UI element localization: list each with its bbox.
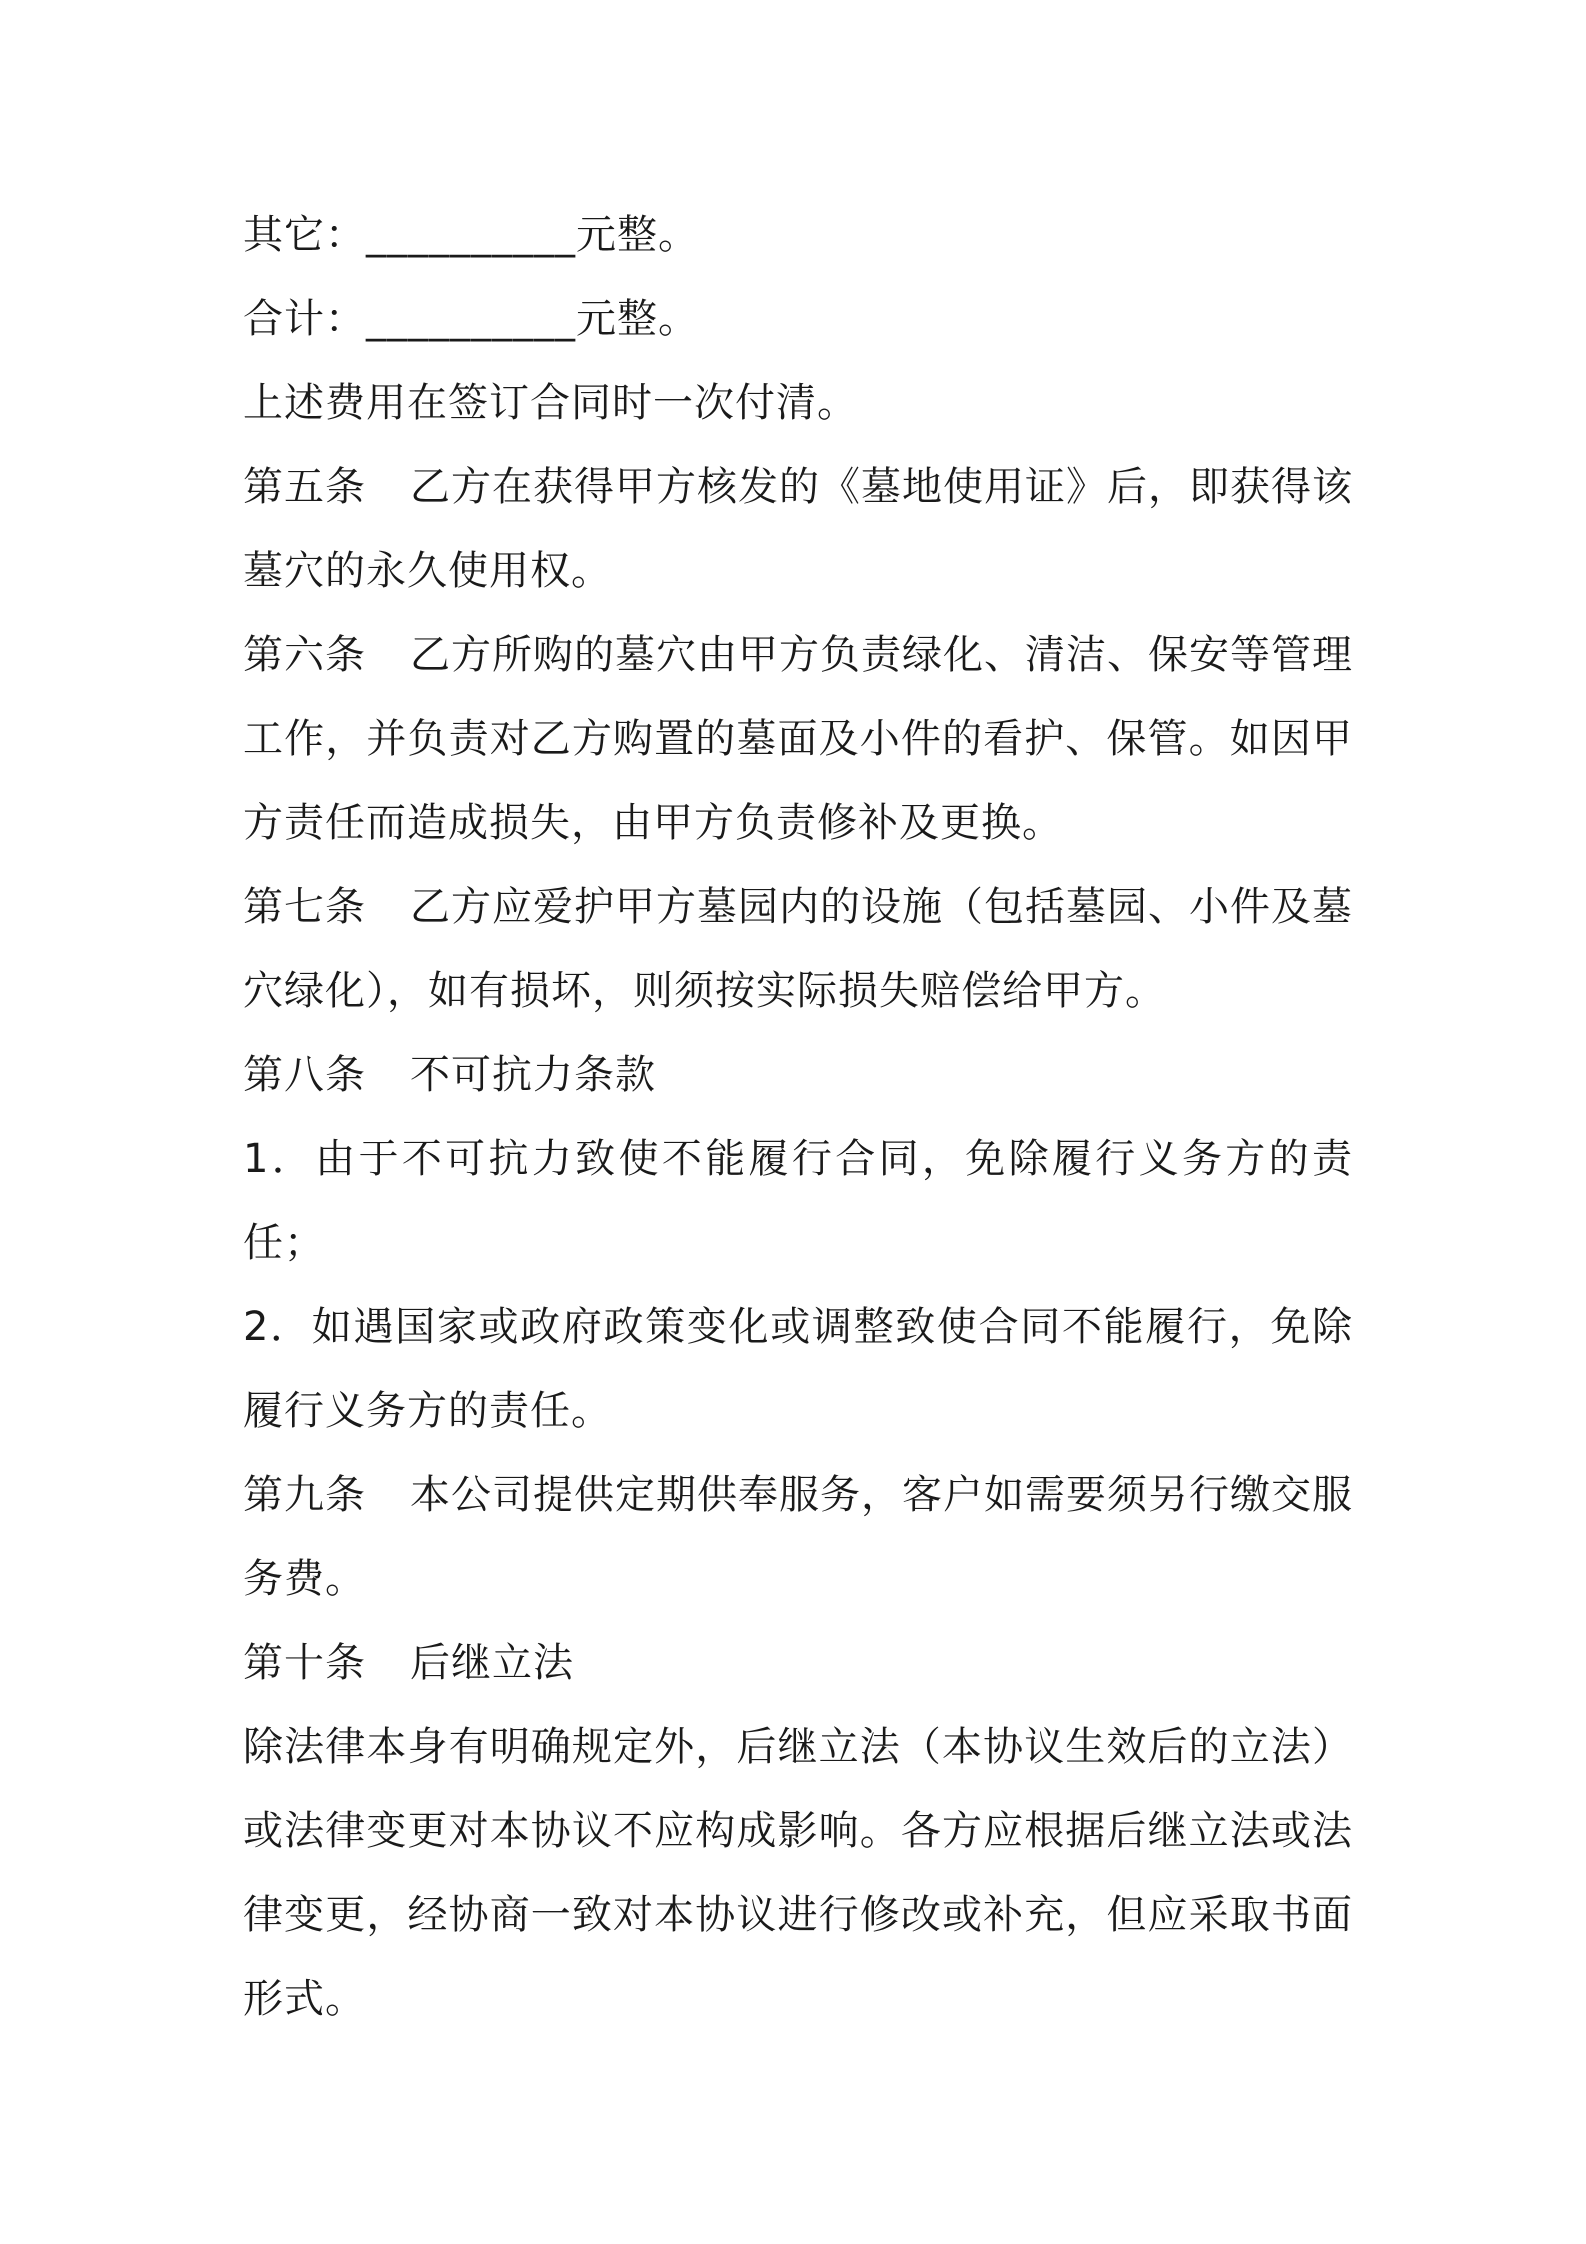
article-5: [243, 445, 1353, 613]
article-9: [243, 1453, 1353, 1621]
article-9-text: 本公司提供定期供奉服务，客户如需要须另行缴交服务费。: [243, 1472, 1353, 1602]
article-10: [243, 1621, 1353, 1705]
article-8-item-2-text: 2．如遇国家或政府政策变化或调整致使合同不能履行，免除履行义务方的责任。: [243, 1304, 1353, 1434]
article-8-item-2: [243, 1285, 1353, 1453]
payment-note: [243, 361, 1353, 445]
total-fee-line: [243, 277, 1353, 361]
article-8-item-1: [243, 1117, 1353, 1285]
article-5-heading: 第五条: [243, 464, 366, 510]
article-8-title: 不可抗力条款: [410, 1052, 656, 1098]
article-8-item-1-text: 1．由于不可抗力致使不能履行合同，免除履行义务方的责任；: [243, 1136, 1353, 1266]
article-6: [243, 613, 1353, 865]
article-6-text: 乙方所购的墓穴由甲方负责绿化、清洁、保安等管理工作，并负责对乙方购置的墓面及小件的看护、保管。如因甲方责任而造成损失，由甲方负责修补及更换。: [243, 632, 1353, 846]
payment-note-text: 上述费用在签订合同时一次付清。: [243, 380, 858, 426]
article-5-text: 乙方在获得甲方核发的《墓地使用证》后，即获得该墓穴的永久使用权。: [243, 464, 1353, 594]
article-8-heading: 第八条: [243, 1052, 366, 1098]
article-7-text: 乙方应爱护甲方墓园内的设施（包括墓园、小件及墓穴绿化），如有损坏，则须按实际损失赔偿给甲方。: [243, 884, 1353, 1014]
document-body: [243, 193, 1353, 2041]
article-9-heading: 第九条: [243, 1472, 366, 1518]
article-7: [243, 865, 1353, 1033]
article-6-heading: 第六条: [243, 632, 366, 678]
other-fee-text: 其它：__________元整。: [243, 212, 699, 258]
article-10-title: 后继立法: [410, 1640, 574, 1686]
article-10-heading: 第十条: [243, 1640, 366, 1686]
article-7-heading: 第七条: [243, 884, 366, 930]
total-fee-text: 合计：__________元整。: [243, 296, 699, 342]
article-8: [243, 1033, 1353, 1117]
article-10-body: [243, 1705, 1353, 2041]
article-10-body-text: 除法律本身有明确规定外，后继立法（本协议生效后的立法）或法律变更对本协议不应构成影响。各方应根据后继立法或法律变更，经协商一致对本协议进行修改或补充，但应采取书面形式。: [243, 1724, 1353, 2022]
other-fee-line: [243, 193, 1353, 277]
